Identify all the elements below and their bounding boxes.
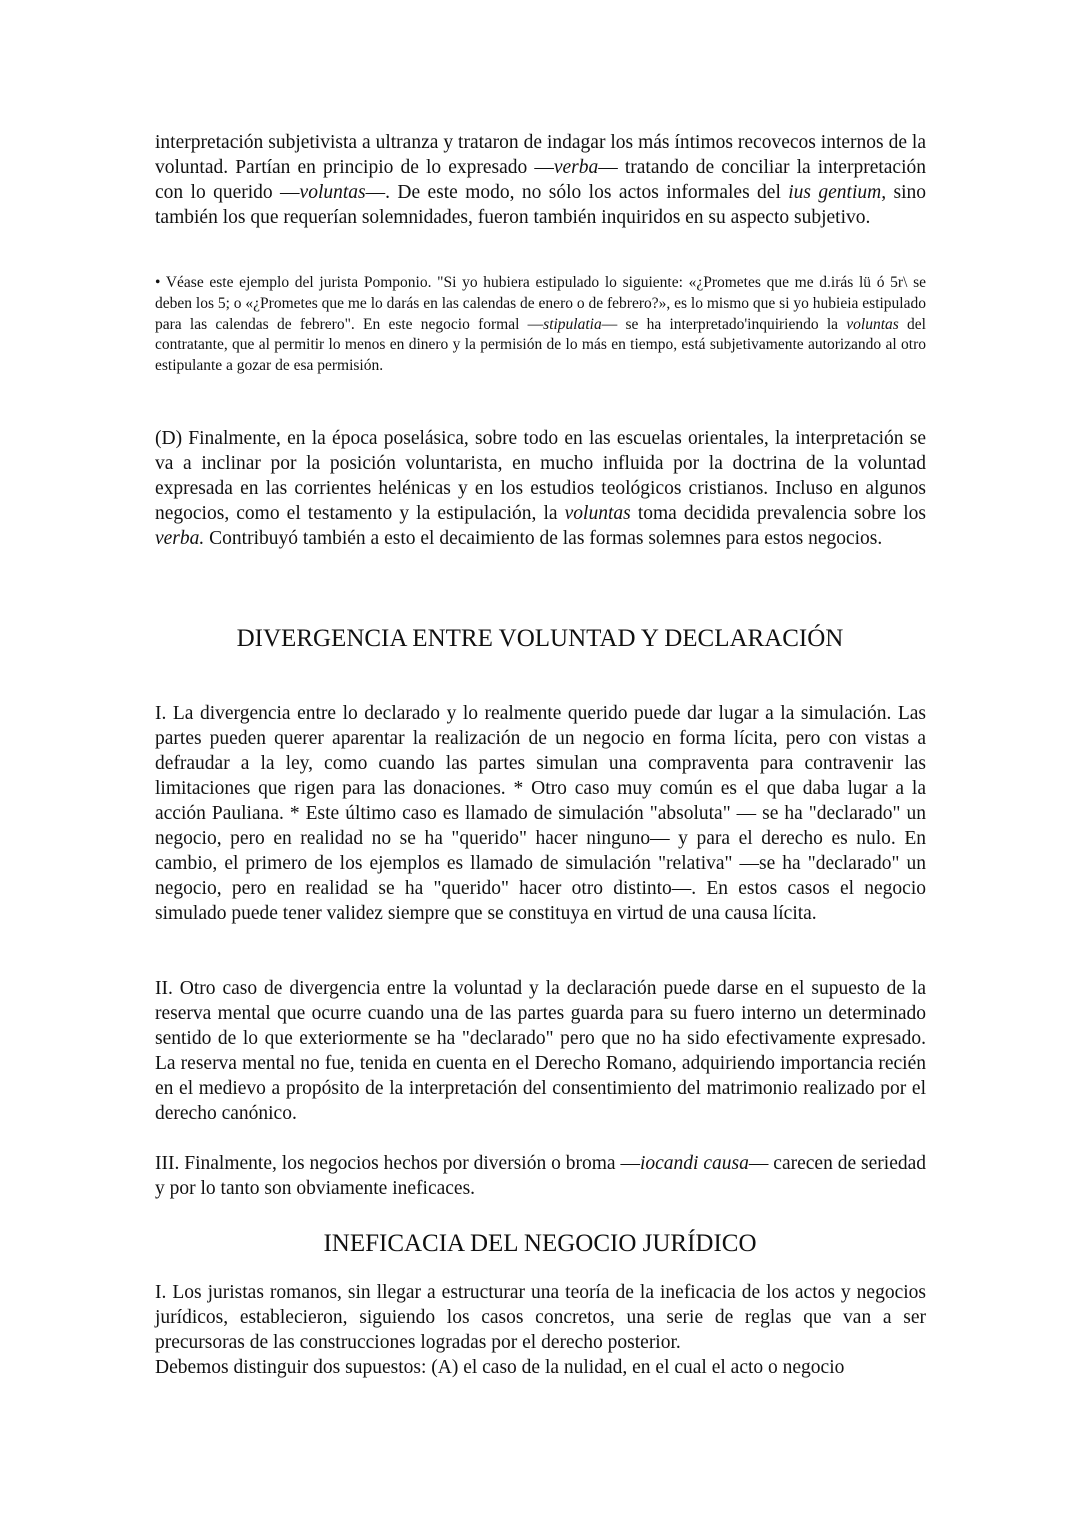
text: (D) Finalmente, en la época poselásica, sobre todo en las escuelas orientales, la interpretación se va a inclinar por la posición voluntarista, en mucho influida por la doctrina de la voluntad expresada en las corrientes helénicas y en los estudios teológicos cristianos. Incluso en algunos negocios, como el testamento y la estipulación, la [155, 428, 926, 524]
text: interpretación subjetivista a ultranza y trataron de indagar los más íntimos recovecos internos de la voluntad. Partían en principio de lo expresado — [155, 132, 926, 178]
paragraph-ineficacia-cases: Debemos distinguir dos supuestos: (A) el caso de la nulidad, en el cual el acto o negocio [155, 1357, 845, 1378]
text: sino también los que requerían solemnidades, fueron también inquiridos en su aspecto subjetivo. [155, 182, 926, 228]
paragraph-simulation: I. La divergencia entre lo declarado y lo realmente querido puede dar lugar a la simulación. Las partes pueden querer aparentar la realización de un negocio en forma lícita, pero con vistas a defraudar a la ley, como cuando las partes simulan una compraventa para contravenir las limitaciones que rigen para las donaciones. * Otro caso muy común es el que daba lugar a la acción Pauliana. * Este último caso es llamado de simulación "absoluta" — se ha "declarado" un negocio, pero en realidad no se ha "querido" hacer ninguno— y para el derecho es nulo. En cambio, el primero de los ejemplos es llamado de simulación "relativa" —se ha "declarado" un negocio, pero en realidad se ha "querido" hacer otro distinto—. En estos casos el negocio simulado puede tener validez siempre que se constituya en virtud de una causa lícita. [155, 703, 926, 924]
paragraph-subjective-interpretation [155, 130, 926, 230]
text: Contribuyó también a esto el decaimiento de las formas solemnes para estos negocios. [204, 528, 883, 549]
text: — tratando de conciliar la interpretación con lo querido — [155, 157, 927, 203]
paragraph-postclassical [155, 426, 926, 551]
term-stipulatia: stipulatia [543, 315, 602, 333]
term-verba: verba. [155, 528, 205, 549]
text: — carecen de seriedad y por lo tanto son obviamente ineficaces. [155, 1153, 927, 1199]
text: —. De este modo, no sólo los actos informales del [365, 182, 789, 203]
text: — se ha interpretado'inquiriendo la [601, 315, 847, 333]
term-verba: verba [553, 157, 599, 178]
section-heading-ineficacia: INEFICACIA DEL NEGOCIO JURÍDICO [323, 1230, 757, 1257]
term-voluntas: voluntas [299, 182, 366, 203]
text: • Véase este ejemplo del jurista Pomponio. "Si yo hubiera estipulado lo siguiente: «¿Prometes que me d.irás lü ó 5r\ se deben los 5; o «¿Prometes que me lo darás en las calendas de enero o de febrero?», es lo mismo que si yo hubieia estipulado para las calendas de febrero". En este negocio formal — [155, 274, 926, 333]
paragraph-iocandi-causa [155, 1151, 926, 1201]
text: del contratante, que al permitir lo menos en dinero y la permisión de lo más en tiempo, está subjetivamente autorizando al otro estipulante a gozar de esa permisión. [155, 315, 926, 375]
section-heading-divergencia: DIVERGENCIA ENTRE VOLUNTAD Y DECLARACIÓN [236, 625, 844, 652]
text: III. Finalmente, los negocios hechos por diversión o broma — [155, 1153, 640, 1174]
paragraph-ineficacia-intro: I. Los juristas romanos, sin llegar a estructurar una teoría de la ineficacia de los actos y negocios jurídicos, establecieron, siguiendo los casos concretos, una serie de reglas que van a ser precursoras de las construcciones logradas por el derecho posterior. [155, 1282, 926, 1353]
footnote-pomponio [155, 273, 926, 377]
paragraph-mental-reservation: II. Otro caso de divergencia entre la voluntad y la declaración puede darse en el supuesto de la reserva mental que ocurre cuando una de las partes guarda para su fuero interno un determinado sentido de lo que exteriormente se ha "declarado" pero que no ha sido efectivamente expresado. La reserva mental no fue, tenida en cuenta en el Derecho Romano, adquiriendo importancia recién en el medievo a propósito de la interpretación del consentimiento del matrimonio realizado por el derecho canónico. [155, 978, 926, 1124]
term-ius-gentium: ius gentium, [788, 182, 887, 203]
term-voluntas: voluntas [564, 503, 631, 524]
text: toma decidida prevalencia sobre los [630, 503, 927, 524]
term-iocandi-causa: iocandi causa [639, 1153, 749, 1174]
term-voluntas: voluntas [846, 315, 899, 333]
